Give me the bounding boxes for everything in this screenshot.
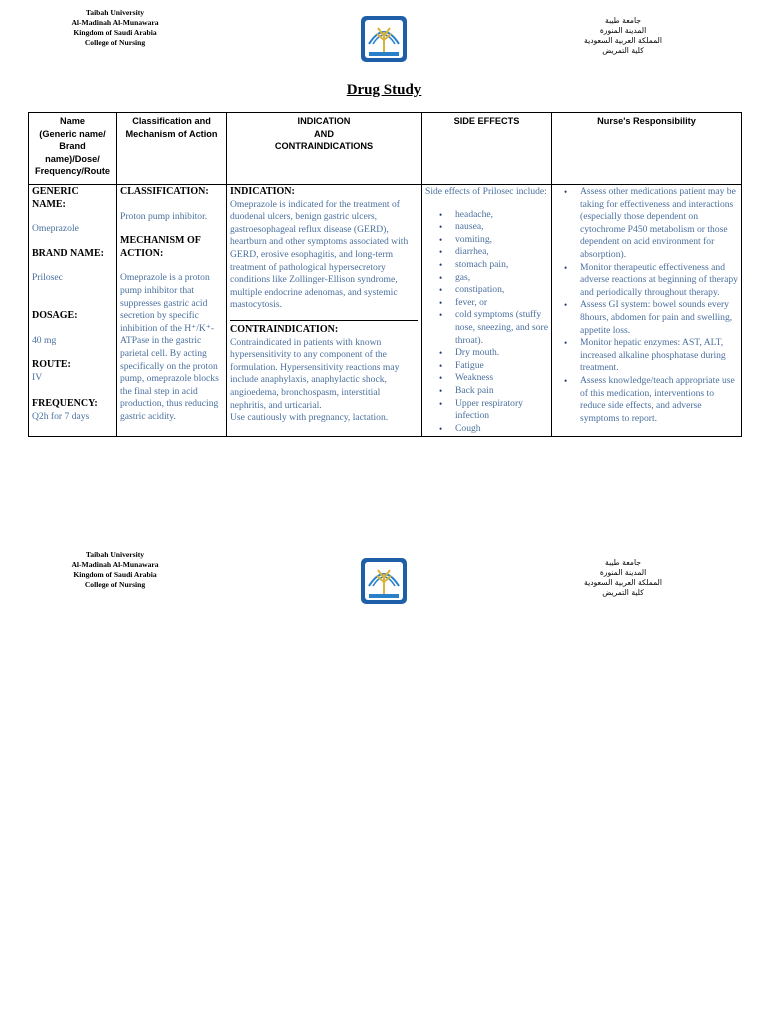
table-row bbox=[29, 185, 742, 437]
header-classification bbox=[117, 113, 227, 185]
drug-study-table bbox=[28, 112, 742, 437]
document-title: Drug Study bbox=[346, 82, 422, 98]
brand-name-label: BRAND NAME: bbox=[32, 247, 104, 259]
header-left-line: College of Nursing bbox=[84, 580, 146, 589]
list-item: • diarrhea, bbox=[425, 246, 548, 259]
university-crest-icon bbox=[359, 14, 409, 64]
header-left-line: Al-Madinah Al-Munawara bbox=[71, 18, 159, 27]
list-item: • Assess knowledge/teach appropriate use of this medication, interventions to reduce side effects, and adverse symptoms to report. bbox=[555, 375, 738, 425]
table-header-row bbox=[29, 113, 742, 185]
list-item: • Dry mouth. bbox=[425, 347, 548, 360]
contraindication-label: CONTRAINDICATION: bbox=[230, 323, 339, 335]
header-line: Name bbox=[59, 116, 86, 126]
header-side-effects bbox=[422, 113, 552, 185]
header-left-line: Taibah University bbox=[85, 550, 145, 559]
list-item: • cold symptoms (stuffy nose, sneezing, and sore throat). bbox=[425, 309, 548, 347]
header-left-line: Kingdom of Saudi Arabia bbox=[73, 28, 157, 37]
header-right-line: جامعة طيبة bbox=[605, 16, 641, 25]
generic-name-label: GENERIC NAME: bbox=[32, 186, 79, 210]
list-item: • gas, bbox=[425, 272, 548, 285]
generic-name-value: Omeprazole bbox=[32, 223, 79, 235]
frequency-value: Q2h for 7 days bbox=[32, 410, 90, 422]
header-nurse-responsibility bbox=[552, 113, 742, 185]
contraindication-value: Contraindicated in patients with known hypersensitivity to any component of the formulation. Hypersensitivity reactions may include anaphylaxis, anaphylactic shock, angioedema, bronchospasm, interstitial nephritis, and urticarial. bbox=[230, 336, 400, 411]
header-line: INDICATION bbox=[297, 116, 351, 126]
list-item: • headache, bbox=[425, 209, 548, 222]
header-line: Brand bbox=[59, 141, 86, 151]
header-line: SIDE EFFECTS bbox=[453, 116, 520, 126]
header-indication bbox=[227, 113, 422, 185]
header-left-line: Al-Madinah Al-Munawara bbox=[71, 560, 159, 569]
header-line: CONTRAINDICATIONS bbox=[274, 141, 374, 151]
list-item: • constipation, bbox=[425, 284, 548, 297]
list-item: • Fatigue bbox=[425, 360, 548, 373]
classification-cell bbox=[117, 185, 227, 437]
header-line: name)/Dose/ bbox=[45, 153, 100, 164]
list-item: • Weakness bbox=[425, 372, 548, 385]
brand-name-value: Prilosec bbox=[32, 272, 63, 284]
classification-label: CLASSIFICATION: bbox=[120, 186, 209, 197]
dosage-label: DOSAGE: bbox=[32, 309, 78, 321]
list-item: • Monitor hepatic enzymes: AST, ALT, increased alkaline phosphatase during treatment. bbox=[555, 337, 738, 375]
list-item: • nausea, bbox=[425, 221, 548, 234]
list-item: • Monitor therapeutic effectiveness and adverse reactions at beginning of therapy and periodically throughout therapy. bbox=[555, 262, 738, 300]
side-effects-cell bbox=[422, 185, 552, 437]
list-item: • Back pain bbox=[425, 385, 548, 398]
header-left-text bbox=[50, 550, 180, 590]
indication-value: Omeprazole is indicated for the treatment of duodenal ulcers, benign gastric ulcers, gastroesophageal reflux disease (GERD), heartburn and other symptoms associated with GERD, erosive esophagitis, and long-term treatment of pathological hypersecretory conditions like Zollinger-Ellison syndrome, multiple endocrine adenomas, and systemic mastocytosis. bbox=[230, 198, 409, 311]
classification-value: Proton pump inhibitor. bbox=[120, 210, 208, 222]
list-item: • Upper respiratory infection bbox=[425, 398, 548, 423]
header-line: Mechanism of Action bbox=[125, 128, 218, 139]
route-label: ROUTE: bbox=[32, 359, 71, 371]
indication-label: INDICATION: bbox=[230, 186, 295, 197]
side-effects-list bbox=[425, 209, 548, 436]
name-cell bbox=[29, 185, 117, 437]
header-right-line: المدينة المنورة bbox=[599, 26, 647, 35]
page-header bbox=[0, 8, 768, 78]
list-item: • Cough bbox=[425, 423, 548, 436]
header-left-line: Taibah University bbox=[85, 8, 145, 17]
header-line: AND bbox=[314, 128, 334, 139]
header-line: Frequency/Route bbox=[34, 166, 111, 176]
nurse-responsibility-cell bbox=[552, 185, 742, 437]
mechanism-value: Omeprazole is a proton pump inhibitor that suppresses gastric acid secretion by specific inhibition of the H⁺/K⁺-ATPase in the gastric parietal cell. By acting specifically on the proton pump, omeprazole blocks the final step in acid production, thus reducing gastric acidity. bbox=[120, 272, 219, 422]
nurse-responsibility-list bbox=[555, 186, 738, 425]
header-right-line: المدينة المنورة bbox=[599, 568, 647, 577]
header-right-line: المملكة العربية السعودية bbox=[584, 36, 662, 45]
header-left-line: College of Nursing bbox=[84, 38, 146, 47]
header-right-line: كلية التمريض bbox=[602, 588, 644, 597]
header-line: (Generic name/ bbox=[39, 128, 106, 139]
header-right-line: المملكة العربية السعودية bbox=[584, 578, 662, 587]
caution-value: Use cautiously with pregnancy, lactation. bbox=[230, 412, 389, 424]
list-item: • Assess other medications patient may be taking for effectiveness and interactions (especially those dependent on cytochrome P450 metabolism or those dependent on acid environment for absorption). bbox=[555, 186, 738, 262]
section-divider bbox=[230, 320, 418, 321]
header-right-line: جامعة طيبة bbox=[605, 558, 641, 567]
university-crest-icon bbox=[359, 556, 409, 606]
route-value: IV bbox=[32, 371, 43, 383]
list-item: • Assess GI system: bowel sounds every 8hours, abdomen for pain and swelling, appetite loss. bbox=[555, 299, 738, 337]
list-item: • fever, or bbox=[425, 297, 548, 310]
header-right-line: كلية التمريض bbox=[602, 46, 644, 55]
list-item: • vomiting, bbox=[425, 234, 548, 247]
mechanism-label: MECHANISM OF ACTION: bbox=[120, 235, 201, 259]
indication-cell bbox=[227, 185, 422, 437]
page-header-2 bbox=[0, 550, 768, 620]
header-line: Nurse's Responsibility bbox=[597, 116, 696, 126]
header-right-text bbox=[558, 558, 688, 598]
side-effects-intro: Side effects of Prilosec include: bbox=[425, 186, 547, 197]
dosage-value: 40 mg bbox=[32, 334, 57, 346]
header-left-text bbox=[50, 8, 180, 48]
frequency-label: FREQUENCY: bbox=[32, 398, 98, 410]
header-left-line: Kingdom of Saudi Arabia bbox=[73, 570, 157, 579]
header-line: Classification and bbox=[132, 116, 211, 126]
list-item: • stomach pain, bbox=[425, 259, 548, 272]
header-right-text bbox=[558, 16, 688, 56]
header-name bbox=[29, 113, 117, 185]
